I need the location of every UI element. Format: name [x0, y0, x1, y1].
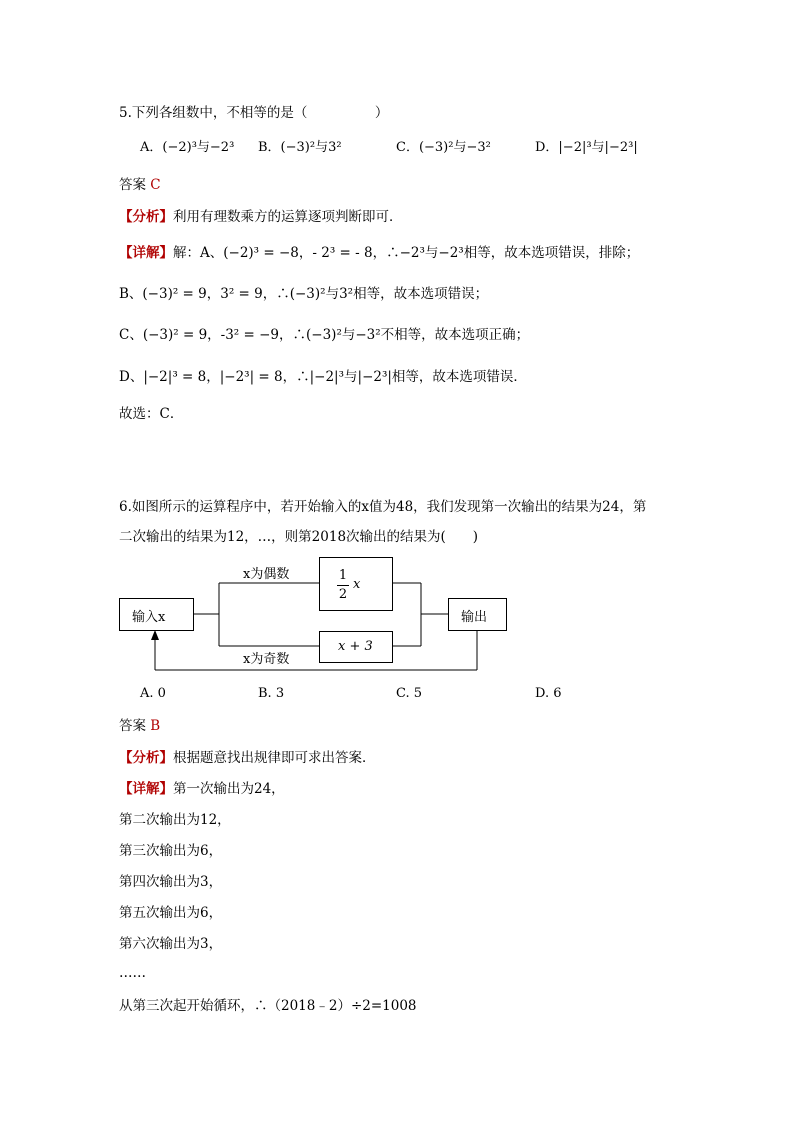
flow-input-box [119, 598, 194, 631]
flow-half-box [319, 557, 393, 611]
q5-answer-label: 答案 [119, 177, 146, 193]
q6-analysis [119, 748, 376, 768]
q6-option-c: C. 5 [396, 686, 423, 701]
q6-detail-tag: 【详解】 [119, 781, 173, 797]
flow-plus3-label: x + 3 [338, 639, 373, 654]
q5-conclusion: 故选：C． [119, 406, 184, 422]
q5-analysis-text: 利用有理数乘方的运算逐项判断即可． [173, 209, 403, 225]
q5-detail-4: D、|−2|³ = 8，|−2³| = 8，∴|−2|³与|−2³|相等，故本选项错误． [119, 369, 527, 385]
q6-step-2: 第二次输出为12， [119, 812, 231, 828]
q6-step-1: 第一次输出为24， [173, 781, 285, 797]
q6-answer-label: 答案 [119, 718, 146, 734]
q6-analysis-tag: 【分析】 [119, 750, 173, 766]
q5-option-a: A．(−2)³与−2³ [140, 140, 235, 155]
q5-analysis-tag: 【分析】 [119, 209, 173, 225]
q5-option-b: B．(−3)²与3² [258, 140, 342, 155]
q6-option-d: D. 6 [535, 686, 562, 701]
frac-denominator: 2 [338, 587, 348, 602]
q6-step-6: 第六次输出为3， [119, 936, 223, 952]
q6-stem-1: 6.如图所示的运算程序中，若开始输入的x值为48，我们发现第一次输出的结果为24，第 [119, 499, 647, 515]
flow-plus3-box [319, 631, 393, 663]
q5-detail-3: C、(−3)² = 9，-3² = −9，∴(−3)²与−3²不相等，故本选项正确； [119, 327, 530, 343]
q5-detail-2: B、(−3)² = 9，3² = 9，∴(−3)²与3²相等，故本选项错误； [119, 286, 489, 302]
q6-step-5: 第五次输出为6， [119, 905, 223, 921]
q5-detail-1-text: 解：A、(−2)³ = −8，- 2³ = - 8，∴−2³与−2³相等，故本选项错误，排除； [173, 245, 640, 261]
q6-answer [119, 716, 160, 736]
q6-stem-2: 二次输出的结果为12，…，则第2018次输出的结果为( ) [119, 529, 479, 545]
flow-output-label: 输出 [461, 610, 488, 625]
flow-odd-label: x为奇数 [243, 652, 290, 667]
q6-detail-1 [119, 779, 285, 799]
q6-step-ellipsis: …… [119, 965, 146, 981]
q6-step-3: 第三次输出为6， [119, 843, 223, 859]
frac-numerator: 1 [338, 568, 348, 583]
q5-option-d: D．|−2|³与|−2³| [535, 140, 638, 155]
flow-even-label: x为偶数 [243, 567, 290, 582]
q6-answer-value: B [150, 718, 161, 734]
q5-option-c: C．(−3)²与−3² [396, 140, 491, 155]
q5-stem: 5.下列各组数中，不相等的是（ ） [119, 105, 389, 121]
arrow-up-icon [151, 630, 159, 640]
flow-input-label: 输入x [132, 610, 166, 625]
q5-answer-value: C [150, 177, 161, 193]
q5-detail-tag: 【详解】 [119, 245, 173, 261]
q6-step-4: 第四次输出为3， [119, 874, 223, 890]
q6-analysis-text: 根据题意找出规律即可求出答案． [173, 750, 376, 766]
q6-option-a: A. 0 [140, 686, 166, 701]
q6-option-b: B. 3 [258, 686, 285, 701]
frac-variable: x [353, 577, 361, 592]
flow-output-box [448, 598, 507, 631]
frac-bar [337, 585, 349, 586]
q6-conclusion: 从第三次起开始循环，∴（2018﹣2）÷2=1008 [119, 998, 417, 1014]
